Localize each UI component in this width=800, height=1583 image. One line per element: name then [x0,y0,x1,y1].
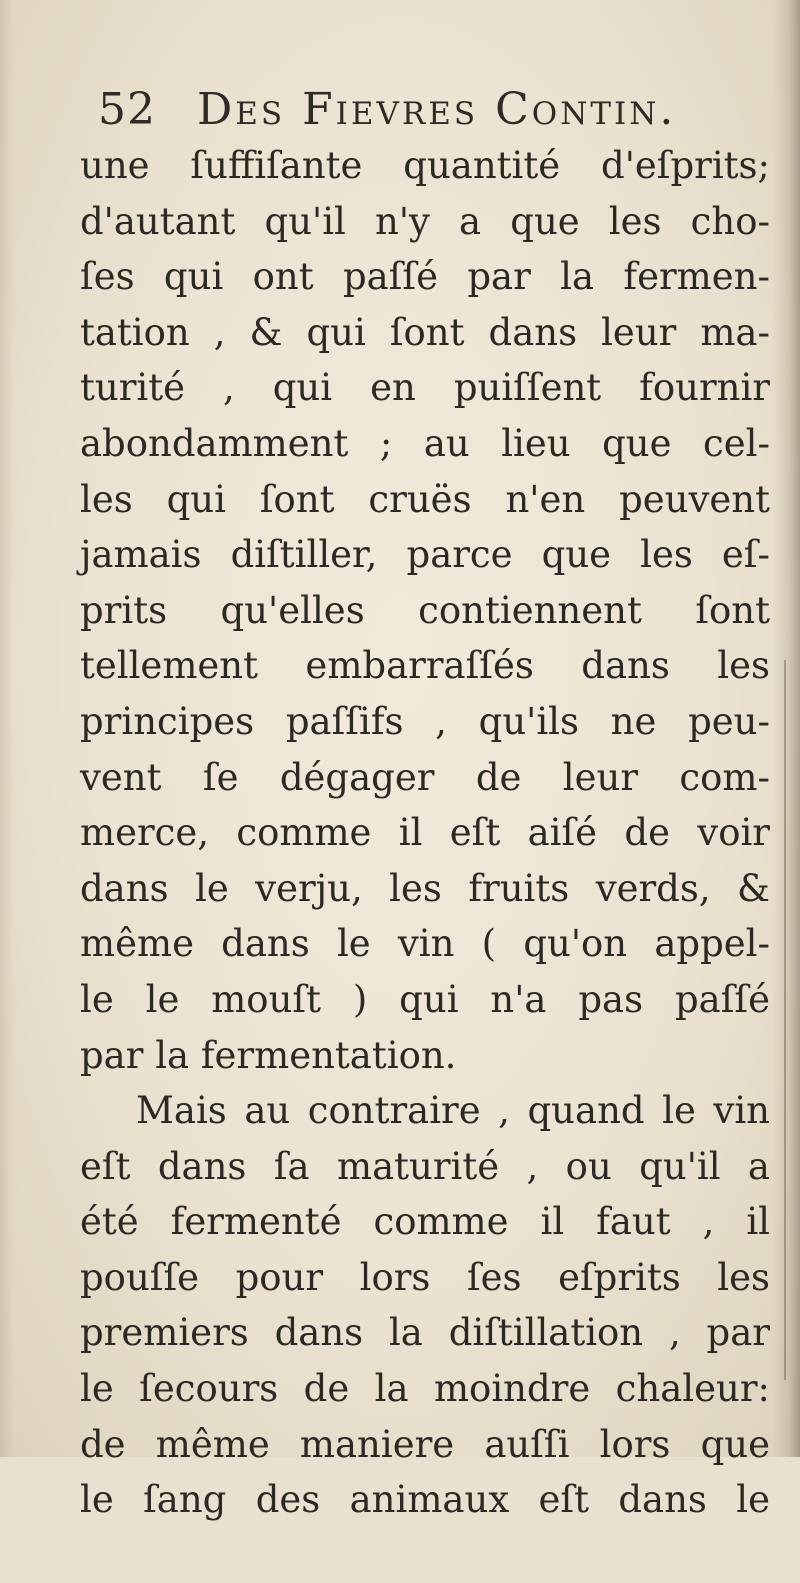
text-line: tellement embarraſſés dans les [80,644,770,688]
text-line: dans le verju, les fruits verds, & [80,866,770,910]
text-line: prits qu'elles contiennent ſont [80,588,770,632]
text-line: pouſſe pour lors ſes eſprits les [80,1255,770,1299]
text-line: d'autant qu'il n'y a que les cho- [80,199,770,243]
text-line: par la fermentation. [80,1033,457,1077]
text-line: premiers dans la diſtillation , par [80,1311,770,1355]
text-line: une ſuffiſante quantité d'eſprits; [80,144,770,187]
text-line: de même maniere auſſi lors que [80,1422,770,1466]
text-line [80,1528,770,1583]
body-text [80,138,770,1583]
text-line: le ſecours de la moindre chaleur: [80,1367,770,1411]
text-line: tation , & qui ſont dans leur ma- [80,310,770,354]
running-head [98,82,738,138]
text-line: turité , qui en puiſſent fournir [80,366,770,410]
text-line: même dans le vin ( qu'on appel- [80,922,770,966]
text-line: eſt dans ſa maturité , ou qu'il a [80,1144,770,1188]
page-gutter-shadow [0,0,14,1457]
page-edge-shadow [772,0,800,1457]
text-line: jamais diſtiller, parce que les eſ- [80,533,770,577]
text-line: principes paſſifs , qu'ils ne peu- [80,699,770,743]
text-line: ſes qui ont paſſé par la fermen- [80,255,770,299]
page-number: 52 [98,84,156,135]
text-line: été fermenté comme il faut , il [80,1200,770,1244]
running-title: Des Fievres Contin. [197,84,677,135]
page-edge-line [784,660,786,1380]
text-line: merce, comme il eſt aiſé de voir [80,811,770,855]
paragraph-2 [80,1083,770,1583]
text-line: le le mouſt ) qui n'a pas paſſé [80,977,770,1021]
paragraph-1 [80,138,770,1083]
text-line: Mais au contraire , quand le vin [136,1089,770,1133]
text-line: les qui ſont cruës n'en peuvent [80,477,770,521]
text-line: abondamment ; au lieu que cel- [80,421,770,465]
text-line: le ſang des animaux eſt dans le [80,1478,770,1522]
text-line: vent ſe dégager de leur com- [80,755,770,799]
